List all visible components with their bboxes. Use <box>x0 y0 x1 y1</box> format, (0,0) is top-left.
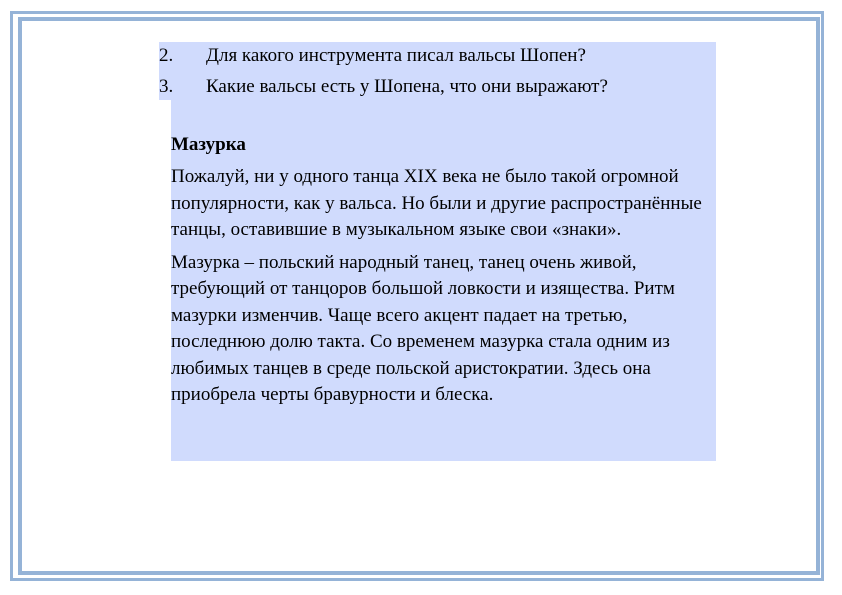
text-content-area <box>159 42 716 461</box>
list-item-text: Для какого инструмента писал вальсы Шопен? <box>206 45 586 66</box>
paragraph: Мазурка – польский народный танец, танец очень живой, требующий от танцоров большой ловкости и изящества. Ритм мазурки изменчив. Чаще всего акцент падает на третью, последнюю долю такта. Со временем мазурка стала одним из любимых танцев в среде польской аристократии. Здесь она приобрела черты бравурности и блеска. <box>171 251 675 405</box>
list-item-number: 2. <box>159 45 174 66</box>
paragraph: Пожалуй, ни у одного танца XIX века не было такой огромной популярности, как у вальса. Но были и другие распространённые танцы, оставившие в музыкальном языке свои «знаки». <box>171 166 702 240</box>
section-body <box>171 132 707 415</box>
left-margin-gap <box>159 100 171 461</box>
list-item-number: 3. <box>159 76 174 97</box>
list-item-text: Какие вальсы есть у Шопена, что они выражают? <box>206 76 608 97</box>
section-heading: Мазурка <box>171 134 246 155</box>
